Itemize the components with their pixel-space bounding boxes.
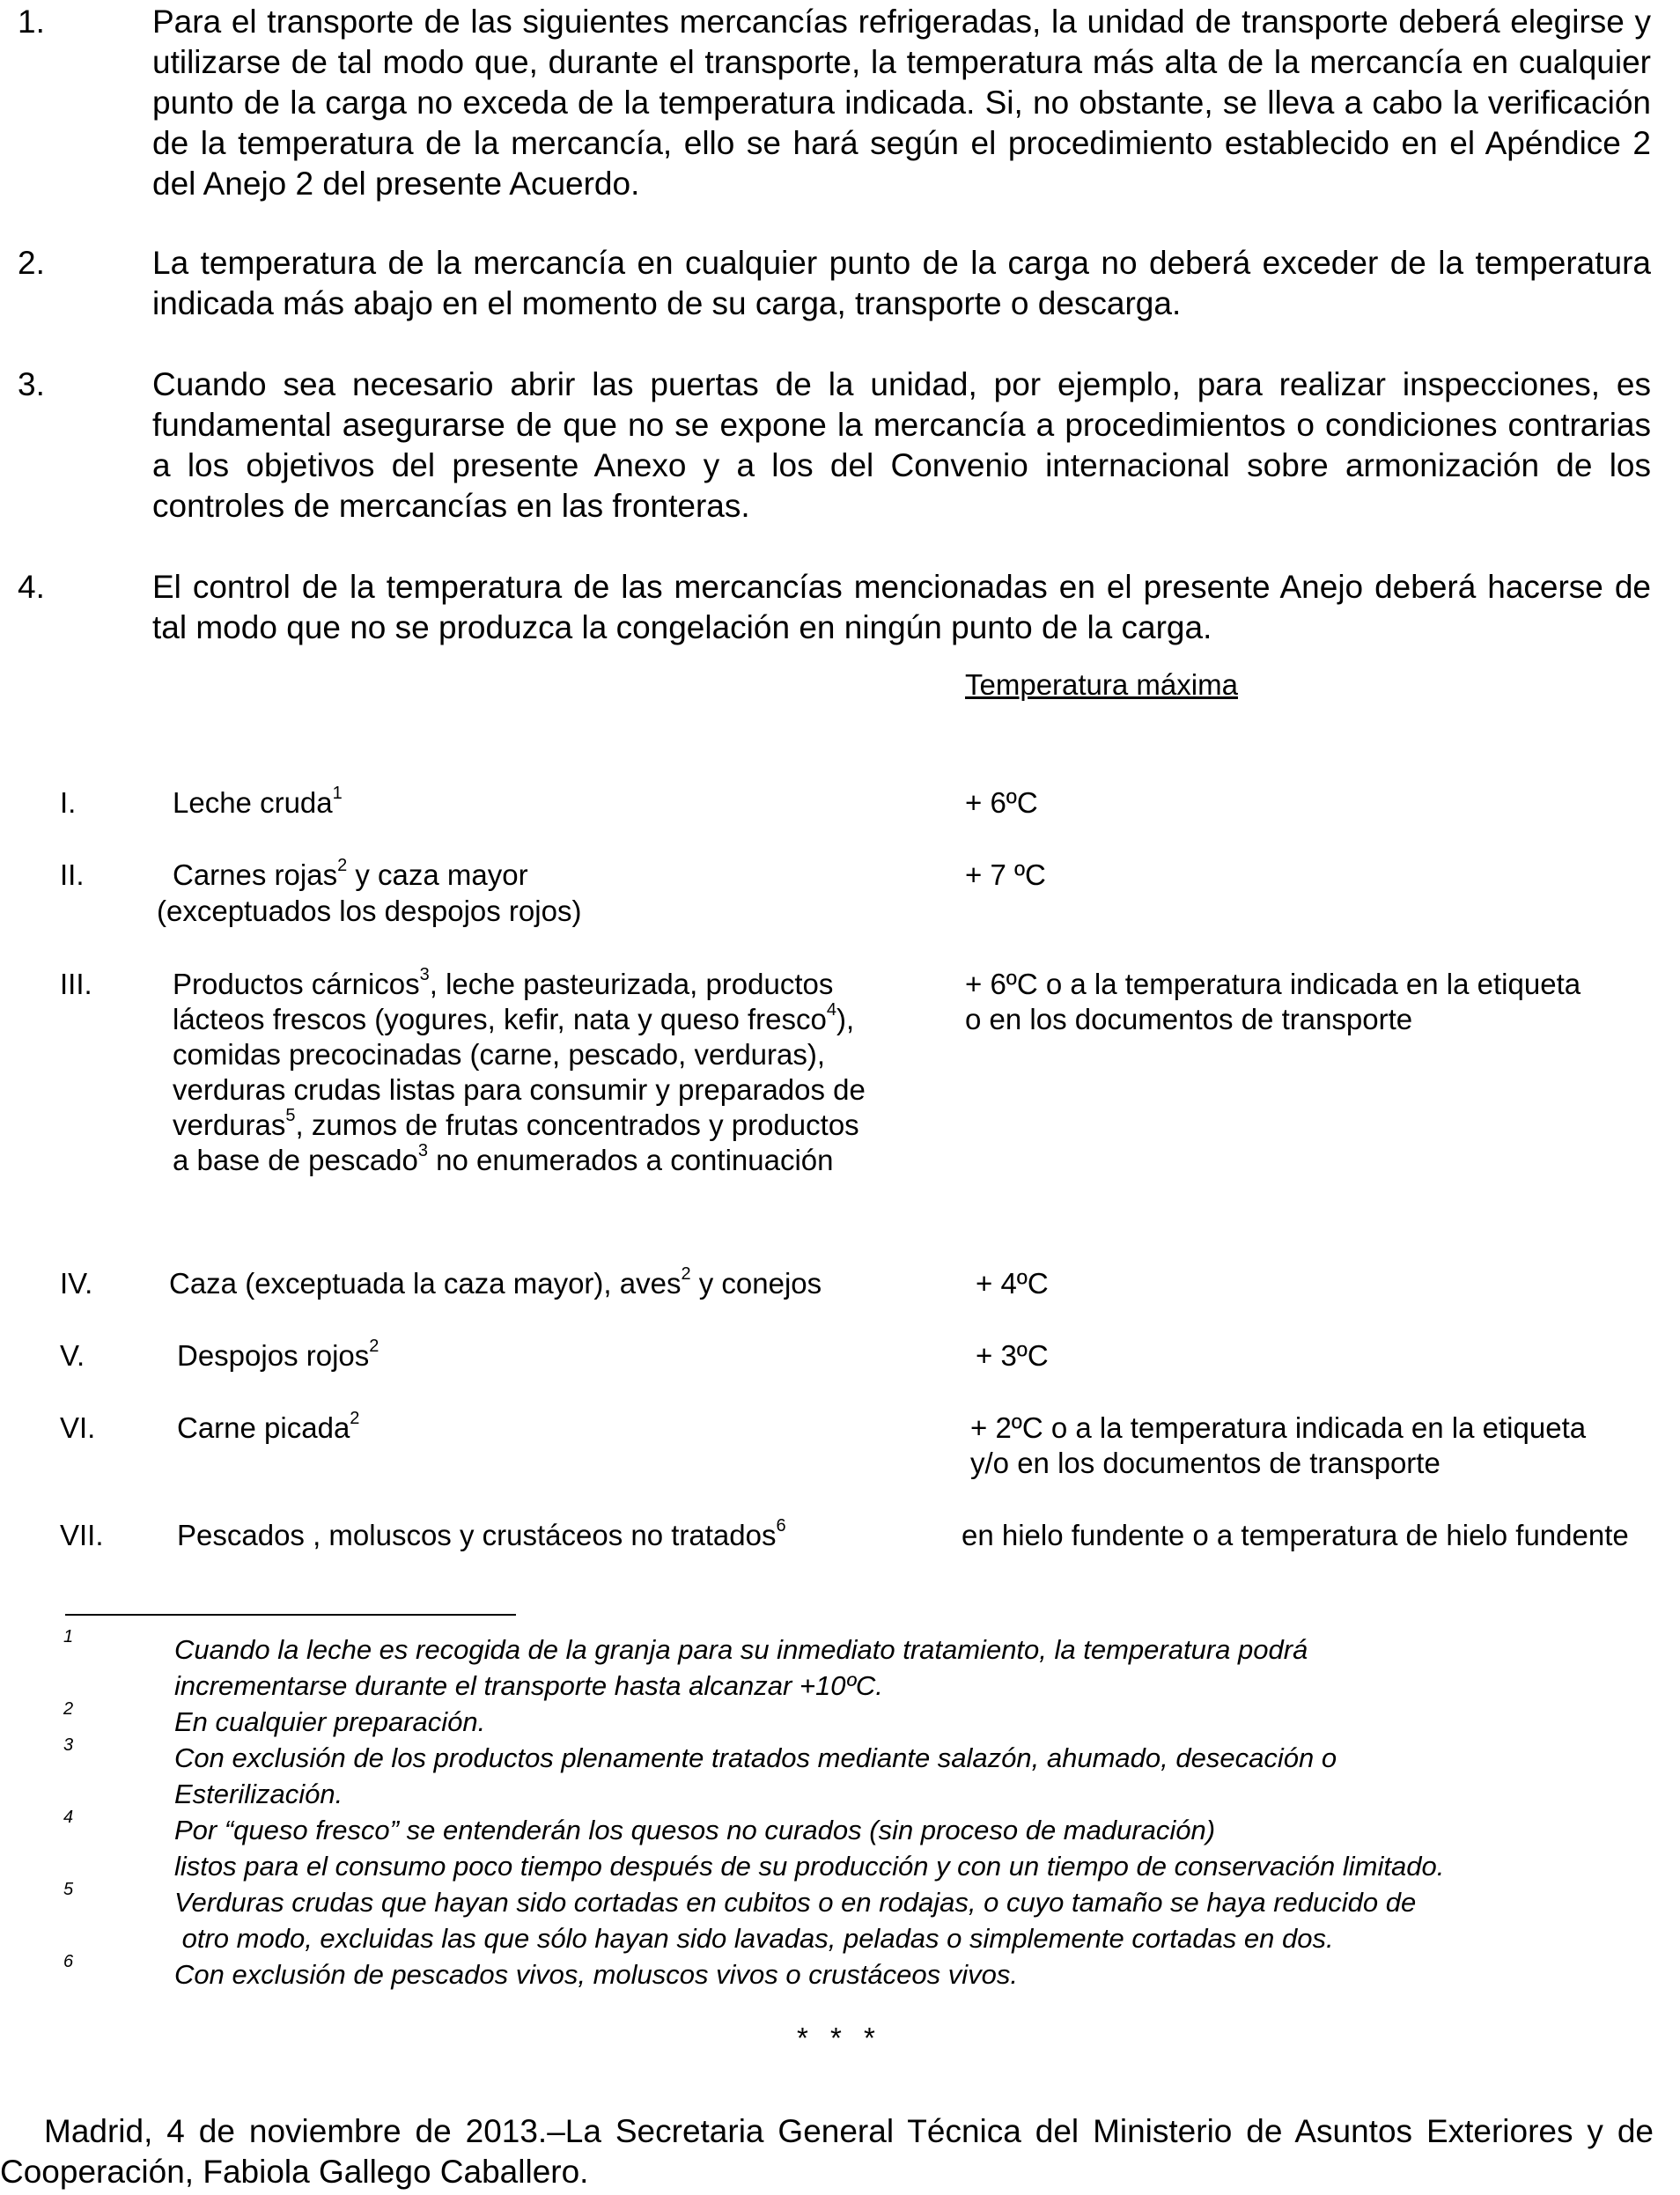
row-description: Carne picada$^2$: [177, 1409, 360, 1444]
footnote-text: Con exclusión de los productos plenamente tratados mediante salazón, ahumado, desecación o Esterilización.: [174, 1742, 1337, 1809]
row-description-continued: (exceptuados los despojos rojos): [157, 895, 582, 927]
row-temperature: en hielo fundente o a temperatura de hielo fundente: [962, 1519, 1629, 1551]
paragraph-number: 4.: [18, 569, 45, 605]
paragraph-number: 1.: [18, 4, 45, 40]
paragraph-text: La temperatura de la mercancía en cualquier punto de la carga no deberá exceder de la temperatura indicada más abajo en el momento de su carga, transporte o descarga.: [152, 245, 1651, 321]
row-description: Caza (exceptuada la caza mayor), aves$^2$ y conejos: [169, 1264, 822, 1300]
footnote-text: Por “queso fresco” se entenderán los quesos no curados (sin proceso de maduración) listos para el consumo poco tiempo después de su producción y con un tiempo de conservación limitado.: [174, 1815, 1445, 1882]
paragraph-text: El control de la temperatura de las mercancías mencionadas en el presente Anejo deberá hacerse de tal modo que no se produzca la congelación en ningún punto de la carga.: [152, 569, 1651, 645]
closing-signature: Madrid, 4 de noviembre de 2013.–La Secretaria General Técnica del Ministerio de Asuntos Exteriores y de Cooperación, Fabiola Gallego Caballero.: [0, 2113, 1654, 2190]
row-number: V.: [60, 1339, 85, 1372]
row-description: Despojos rojos$^2$: [177, 1337, 379, 1372]
footnote-text: Verduras crudas que hayan sido cortadas en cubitos o en rodajas, o cuyo tamaño se haya reducido de otro modo, excluidas las que sólo hayan sido lavadas, peladas o simplemente cortadas en dos.: [174, 1887, 1417, 1954]
row-description: Leche cruda$^1$: [173, 784, 343, 819]
footnote-separator: [65, 1614, 516, 1616]
footnote-number: 1: [63, 1627, 74, 1646]
row-number: III.: [60, 968, 92, 1000]
footnote-number: 2: [63, 1699, 74, 1719]
row-number: I.: [60, 786, 77, 819]
footnote-text: Con exclusión de pescados vivos, moluscos vivos o crustáceos vivos.: [174, 1959, 1018, 1990]
footnote-number: 6: [63, 1952, 74, 1971]
row-temperature: + 3ºC: [976, 1339, 1049, 1372]
paragraph-text: Para el transporte de las siguientes mercancías refrigeradas, la unidad de transporte deberá elegirse y utilizarse de tal modo que, durante el transporte, la temperatura más alta de la mercancía en cualquier punto de la carga no exceda de la temperatura indicada. Si, no obstante, se lleva a cabo la verificación de la temperatura de la mercancía, ello se hará según el procedimiento establecido en el Apéndice 2 del Anejo 2 del presente Acuerdo.: [152, 4, 1651, 202]
row-number: VI.: [60, 1411, 96, 1444]
paragraph-text: Cuando sea necesario abrir las puertas de la unidad, por ejemplo, para realizar inspecciones, es fundamental asegurarse de que no se expone la mercancía a procedimientos o condiciones contrarias a los objetivos del presente Anexo y a los del Convenio internacional sobre armonización de los controles de mercancías en las fronteras.: [152, 366, 1651, 524]
footnote-number: 3: [63, 1735, 74, 1755]
row-temperature: + 7 ºC: [965, 858, 1046, 891]
footnote-number: 5: [63, 1880, 74, 1899]
row-description: Productos cárnicos$^3$, leche pasteurizada, productos lácteos frescos (yogures, kefir, nata y queso fresco$^4$), comidas precocinadas (carne, pescado, verduras), verduras crudas listas para consumir y preparados de verduras$^5$, zumos de frutas concentrados y productos a base de pescado$^3$ no enumerados a continuación: [173, 965, 866, 1176]
footnote-text: En cualquier preparación.: [174, 1706, 486, 1737]
row-temperature: + 4ºC: [976, 1267, 1049, 1300]
row-temperature: + 2ºC o a la temperatura indicada en la etiqueta y/o en los documentos de transporte: [970, 1411, 1587, 1479]
row-number: II.: [60, 858, 85, 891]
row-number: IV.: [60, 1267, 93, 1300]
table-header-max-temperature: Temperatura máxima: [965, 668, 1238, 701]
row-temperature: + 6ºC: [965, 786, 1038, 819]
paragraph-number: 2.: [18, 245, 45, 281]
section-separator: * * *: [797, 2022, 882, 2054]
footnote-number: 4: [63, 1808, 74, 1827]
paragraph-number: 3.: [18, 366, 45, 402]
row-temperature: + 6ºC o a la temperatura indicada en la etiqueta o en los documentos de transporte: [965, 968, 1581, 1035]
footnote-text: Cuando la leche es recogida de la granja para su inmediato tratamiento, la temperatura podrá incrementarse durante el transporte hasta alcanzar +10ºC.: [174, 1634, 1308, 1701]
row-description: Pescados , moluscos y crustáceos no tratados$^6$: [177, 1516, 786, 1551]
row-description: Carnes rojas$^2$ y caza mayor: [173, 856, 528, 891]
row-number: VII.: [60, 1519, 104, 1551]
